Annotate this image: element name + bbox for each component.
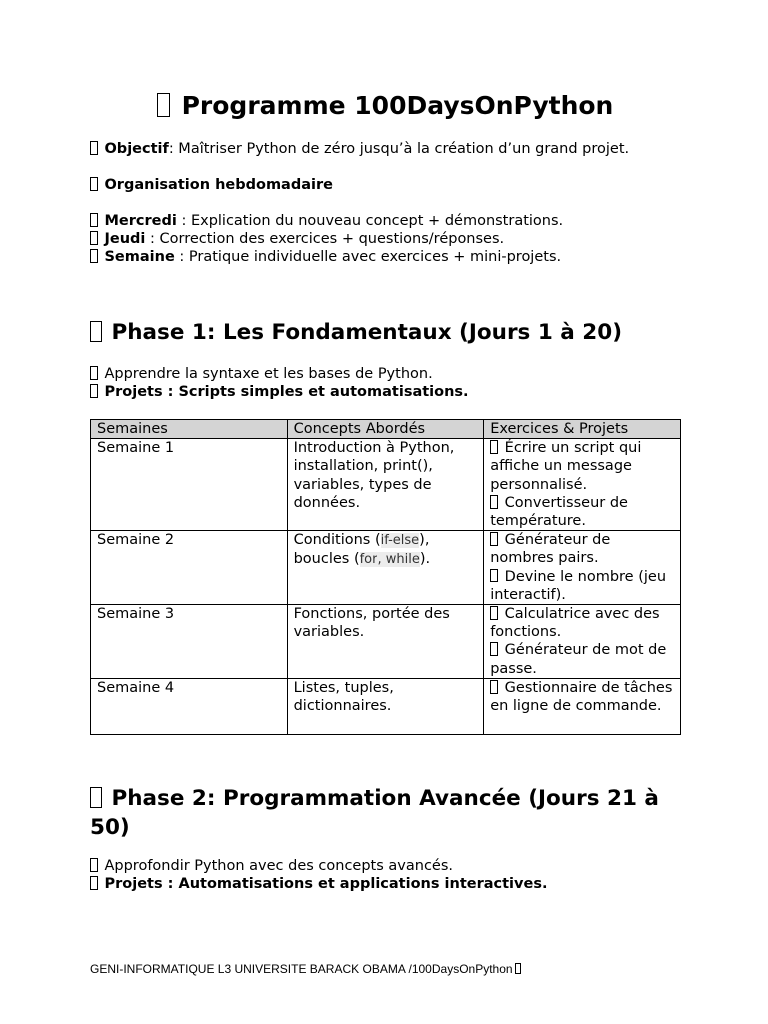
missing-glyph-icon bbox=[90, 384, 98, 398]
exercise-item bbox=[490, 605, 674, 641]
missing-glyph-icon bbox=[90, 249, 98, 263]
organisation-label: Organisation hebdomadaire bbox=[104, 177, 333, 193]
exercises-cell bbox=[484, 439, 681, 531]
missing-glyph-icon bbox=[490, 680, 498, 694]
schedule-day-text: : Correction des exercices + questions/réponses. bbox=[145, 231, 505, 247]
missing-glyph-icon bbox=[490, 495, 498, 509]
week-cell: Semaine 3 bbox=[91, 605, 288, 679]
schedule-day-text: : Explication du nouveau concept + démonstrations. bbox=[176, 213, 564, 229]
missing-glyph-icon bbox=[90, 141, 98, 155]
weekly-schedule bbox=[90, 212, 563, 266]
missing-glyph-icon bbox=[90, 321, 102, 341]
exercises-cell bbox=[484, 605, 681, 679]
footer-text: GENI-INFORMATIQUE L3 UNIVERSITE BARACK OBAMA /100DaysOnPython bbox=[90, 962, 513, 976]
exercise-item bbox=[490, 568, 674, 604]
page-title-text: Programme 100DaysOnPython bbox=[181, 91, 614, 120]
phase2-heading bbox=[90, 784, 680, 842]
concepts-text: ), boucles ( bbox=[293, 532, 430, 568]
exercise-text: Générateur de mot de passe. bbox=[490, 642, 667, 677]
exercises-cell bbox=[484, 531, 681, 605]
missing-glyph-icon bbox=[490, 532, 498, 546]
schedule-item-mercredi bbox=[90, 212, 563, 230]
table-row bbox=[91, 439, 681, 531]
concepts-cell: Listes, tuples, dictionnaires. bbox=[287, 678, 484, 734]
phase1-heading-text: Phase 1: Les Fondamentaux (Jours 1 à 20) bbox=[111, 320, 623, 345]
missing-glyph-icon bbox=[90, 231, 98, 245]
schedule-day-text: : Pratique individuelle avec exercices + mini-projets. bbox=[174, 249, 562, 265]
exercise-text: Devine le nombre (jeu interactif). bbox=[490, 568, 667, 603]
phase1-projects-text: Projets : Scripts simples et automatisations. bbox=[104, 384, 469, 400]
phase1-goal-text: Apprendre la syntaxe et les bases de Python. bbox=[104, 366, 433, 382]
exercise-item bbox=[490, 439, 674, 494]
missing-glyph-icon bbox=[490, 569, 498, 583]
exercise-item bbox=[490, 494, 674, 530]
phase2-projects-text: Projets : Automatisations et applications interactives. bbox=[104, 876, 548, 892]
phase1-projects bbox=[90, 383, 469, 401]
column-header-concepts: Concepts Abordés bbox=[287, 420, 484, 439]
missing-glyph-icon bbox=[90, 177, 98, 191]
missing-glyph-icon bbox=[490, 606, 498, 620]
table-header-row bbox=[91, 420, 681, 439]
concepts-cell: Fonctions, portée des variables. bbox=[287, 605, 484, 679]
table-row bbox=[91, 678, 681, 734]
code-separator: , bbox=[377, 552, 386, 568]
week-cell: Semaine 4 bbox=[91, 678, 288, 734]
missing-glyph-icon bbox=[90, 366, 98, 380]
missing-glyph-icon bbox=[490, 642, 498, 656]
page-footer bbox=[90, 961, 521, 977]
exercise-item bbox=[490, 679, 674, 715]
exercise-text: Générateur de nombres pairs. bbox=[490, 532, 611, 567]
week-cell: Semaine 2 bbox=[91, 531, 288, 605]
code-snippet: if-else bbox=[380, 533, 420, 549]
schedule-item-jeudi bbox=[90, 230, 563, 248]
phase2-projects bbox=[90, 875, 547, 893]
phase1-heading bbox=[90, 318, 680, 347]
exercise-text: Calculatrice avec des fonctions. bbox=[490, 606, 660, 641]
phase2-heading-text: Phase 2: Programmation Avancée (Jours 21 à 50) bbox=[90, 786, 659, 840]
column-header-semaines: Semaines bbox=[91, 420, 288, 439]
concepts-cell bbox=[287, 531, 484, 605]
exercise-item bbox=[490, 531, 674, 567]
table-row bbox=[91, 531, 681, 605]
missing-glyph-icon bbox=[490, 440, 498, 454]
exercises-cell bbox=[484, 678, 681, 734]
phase1-table bbox=[90, 419, 681, 735]
phase2-goal-text: Approfondir Python avec des concepts avancés. bbox=[104, 858, 454, 874]
missing-glyph-icon bbox=[90, 213, 98, 227]
schedule-item-semaine bbox=[90, 248, 563, 266]
page-title bbox=[90, 90, 680, 122]
objectif-line bbox=[90, 140, 629, 158]
objectif-text: : Maîtriser Python de zéro jusqu’à la création d’un grand projet. bbox=[168, 141, 630, 157]
missing-glyph-icon bbox=[157, 93, 171, 117]
missing-glyph-icon bbox=[90, 858, 98, 872]
phase2-goal bbox=[90, 857, 547, 875]
code-snippet: while bbox=[385, 552, 420, 568]
objectif-label: Objectif bbox=[104, 141, 169, 157]
missing-glyph-icon bbox=[515, 963, 522, 974]
concepts-cell: Introduction à Python, installation, print(), variables, types de données. bbox=[287, 439, 484, 531]
exercise-item bbox=[490, 641, 674, 677]
table-row bbox=[91, 605, 681, 679]
exercise-text: Convertisseur de température. bbox=[490, 494, 628, 530]
exercise-text: Gestionnaire de tâches en ligne de commande. bbox=[490, 679, 673, 715]
concepts-text: ). bbox=[419, 551, 431, 568]
organisation-heading bbox=[90, 176, 333, 194]
column-header-exercices: Exercices & Projets bbox=[484, 420, 681, 439]
phase1-goal bbox=[90, 365, 469, 383]
code-snippet: for bbox=[359, 552, 378, 568]
schedule-day-label: Semaine bbox=[104, 249, 175, 265]
schedule-day-label: Mercredi bbox=[104, 213, 177, 229]
exercise-text: Écrire un script qui affiche un message personnalisé. bbox=[490, 440, 642, 493]
phase2-intro bbox=[90, 857, 547, 893]
missing-glyph-icon bbox=[90, 787, 102, 807]
phase1-intro bbox=[90, 365, 469, 401]
schedule-day-label: Jeudi bbox=[104, 231, 146, 247]
week-cell: Semaine 1 bbox=[91, 439, 288, 531]
missing-glyph-icon bbox=[90, 876, 98, 890]
concepts-text: Conditions ( bbox=[293, 532, 381, 549]
